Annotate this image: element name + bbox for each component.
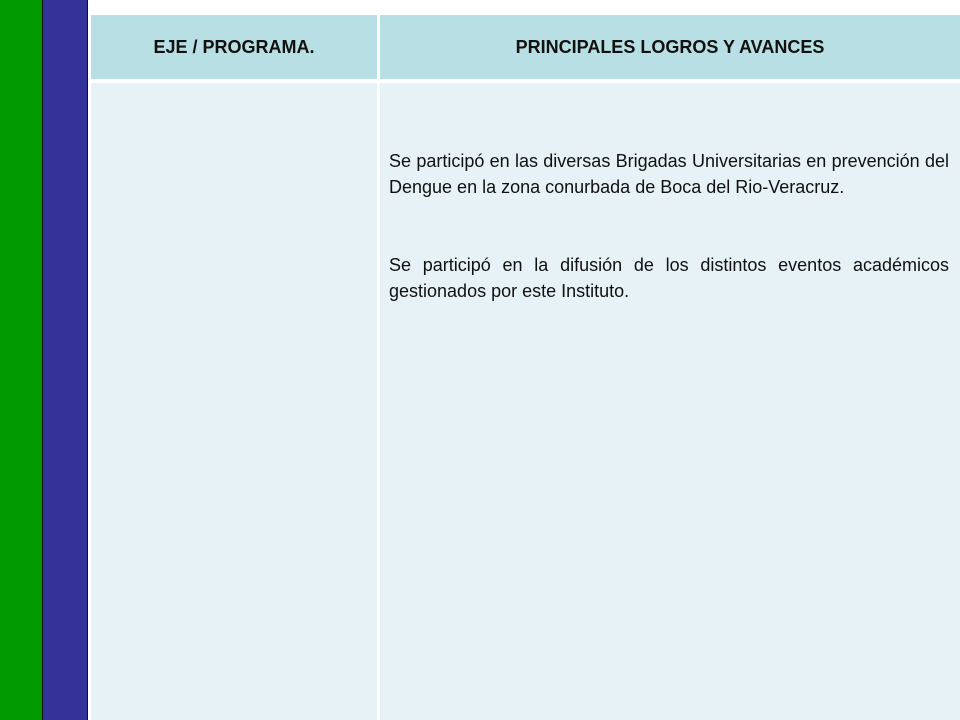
row-divider (91, 79, 960, 83)
blue-side-stripe (42, 0, 88, 720)
logros-cell (389, 148, 949, 356)
green-side-stripe (0, 0, 42, 720)
header-principales-logros: PRINCIPALES LOGROS Y AVANCES (515, 36, 825, 57)
achievements-table (91, 0, 960, 720)
logro-paragraph: Se participó en la difusión de los distintos eventos académicos gestionados por este Instituto. (389, 255, 949, 301)
column-divider (377, 15, 380, 720)
logro-paragraph: Se participó en las diversas Brigadas Universitarias en prevención del Dengue en la zona conurbada de Boca del Rio-Veracruz. (389, 151, 949, 197)
header-eje-programa: EJE / PROGRAMA. (153, 36, 315, 57)
